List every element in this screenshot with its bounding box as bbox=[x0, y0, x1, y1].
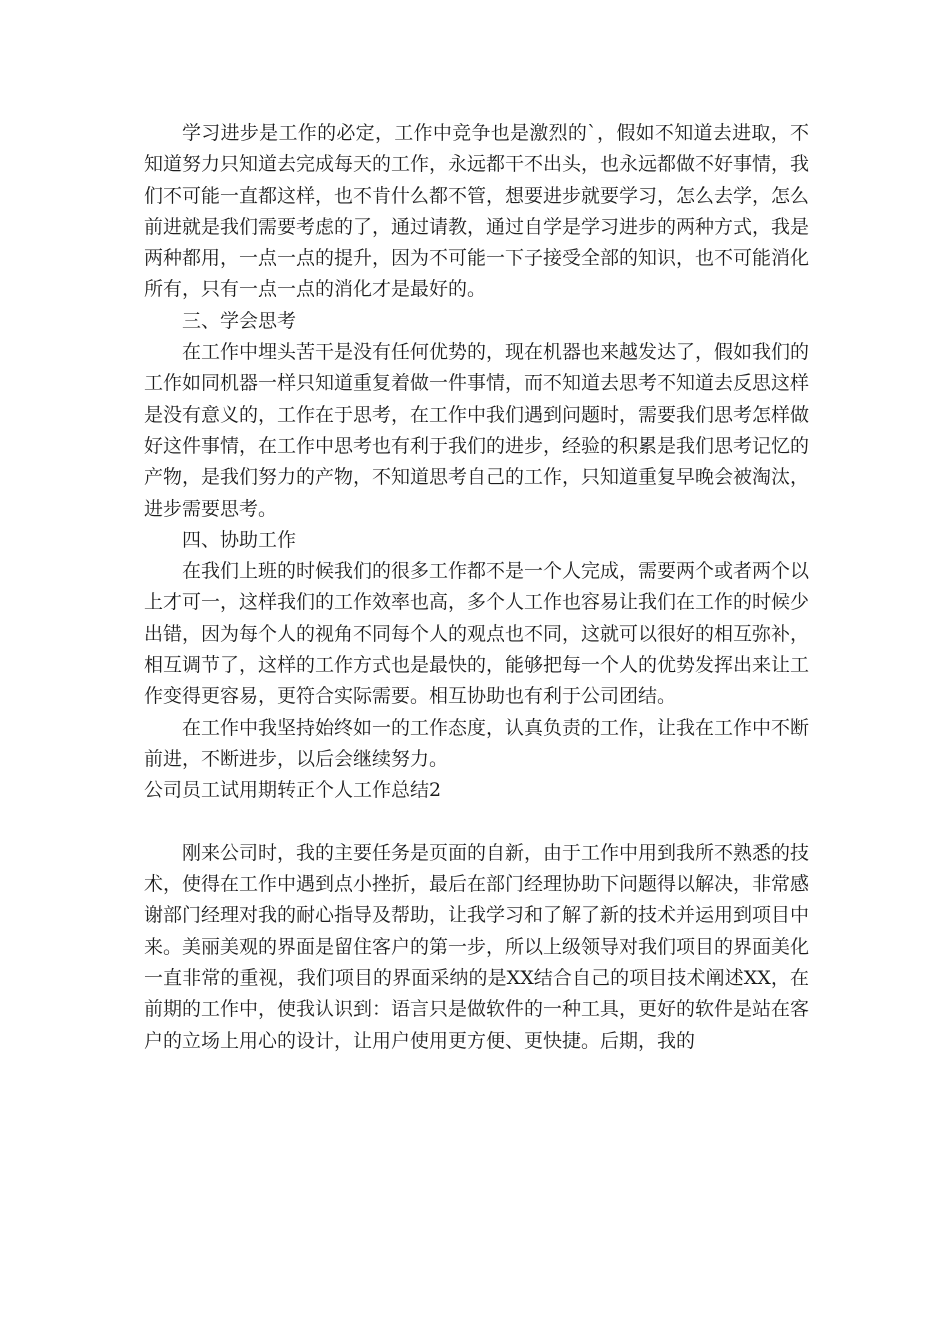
paragraph-learning-progress: 学习进步是工作的必定，工作中竞争也是激烈的`，假如不知道去进取，不知道努力只知道去完成每天的工作，永远都干不出头，也永远都做不好事情，我们不可能一直都这样，也不肯什么都不管，想要进步就要学习，怎么去学，怎么前进就是我们需要考虑的了，通过请教，通过自学是学习进步的两种方式，我是两种都用，一点一点的提升，因为不可能一下子接受全部的知识，也不可能消化所有，只有一点一点的消化才是最好的。 bbox=[144, 122, 810, 301]
blank-line bbox=[144, 807, 809, 838]
heading-learn-to-think: 三、学会思考 bbox=[182, 309, 297, 332]
paragraph-attitude: 在工作中我坚持始终如一的工作态度，认真负责的工作，让我在工作中不断前进，不断进步，以后会继续努力。 bbox=[144, 716, 810, 770]
section-title: 公司员工试用期转正个人工作总结2 bbox=[144, 779, 442, 802]
paragraph-new-to-company: 刚来公司时，我的主要任务是页面的自新，由于工作中用到我所不熟悉的技术，使得在工作中遇到点小挫折，最后在部门经理协助下问题得以解决，非常感谢部门经理对我的耐心指导及帮助，让我学习和了解了新的技术并运用到项目中来。美丽美观的界面是留住客户的第一步，所以上级领导对我们项目的界面美化一直非常的重视，我们项目的界面采纳的是XX结合自己的项目技术阐述XX，在前期的工作中，使我认识到：语言只是做软件的一种工具，更好的软件是站在客户的立场上用心的设计，让用户使用更方便、更快捷。后期，我的 bbox=[144, 841, 810, 1052]
document-body bbox=[144, 118, 809, 1057]
heading-assist-work: 四、协助工作 bbox=[182, 528, 297, 551]
paragraph-teamwork: 在我们上班的时候我们的很多工作都不是一个人完成，需要两个或者两个以上才可一，这样我们的工作效率也高，多个人工作也容易让我们在工作的时候少出错，因为每个人的视角不同每个人的观点也不同，这就可以很好的相互弥补，相互调节了，这样的工作方式也是最快的，能够把每一个人的优势发挥出来让工作变得更容易，更符合实际需要。相互协助也有利于公司团结。 bbox=[144, 560, 810, 708]
paragraph-thinking: 在工作中埋头苦干是没有任何优势的，现在机器也来越发达了，假如我们的工作如同机器一样只知道重复着做一件事情，而不知道去思考不知道去反思这样是没有意义的，工作在于思考，在工作中我们遇到问题时，需要我们思考怎样做好这件事情，在工作中思考也有利于我们的进步，经验的积累是我们思考记忆的产物，是我们努力的产物，不知道思考自己的工作，只知道重复早晚会被淘汰，进步需要思考。 bbox=[144, 341, 810, 520]
